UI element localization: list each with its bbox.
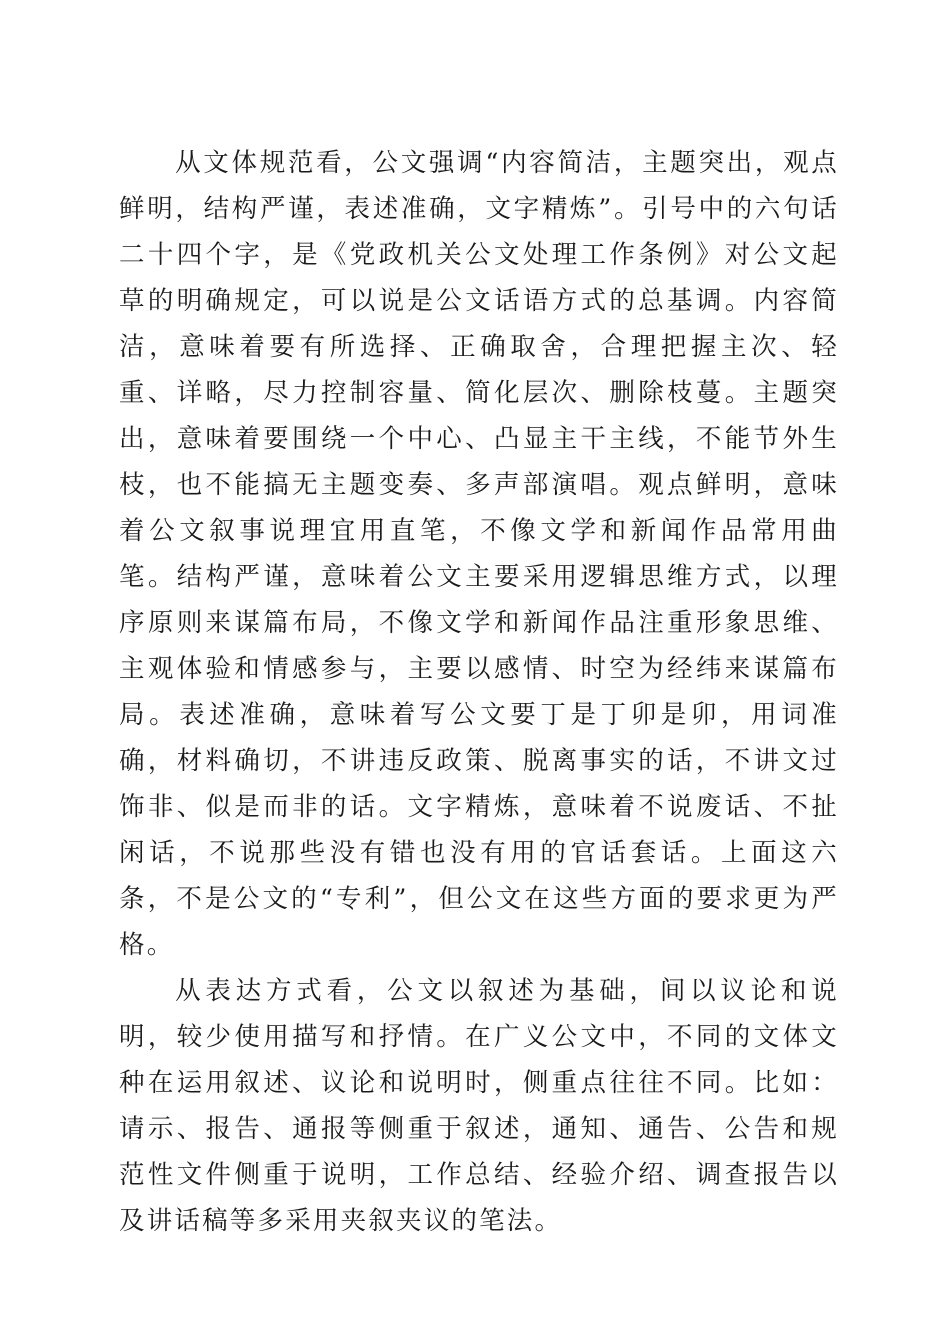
document-body bbox=[119, 140, 839, 1244]
paragraph-style-norms: 从文体规范看，公文强调“内容简洁，主题突出，观点鲜明，结构严谨，表述准确，文字精炼”。引号中的六句话二十四个字，是《党政机关公文处理工作条例》对公文起草的明确规定，可以说是公文话语方式的总基调。内容简洁，意味着要有所选择、正确取舍，合理把握主次、轻重、详略，尽力控制容量、简化层次、删除枝蔓。主题突出，意味着要围绕一个中心、凸显主干主线，不能节外生枝，也不能搞无主题变奏、多声部演唱。观点鲜明，意味着公文叙事说理宜用直笔，不像文学和新闻作品常用曲笔。结构严谨，意味着公文主要采用逻辑思维方式，以理序原则来谋篇布局，不像文学和新闻作品注重形象思维、主观体验和情感参与，主要以感情、时空为经纬来谋篇布局。表述准确，意味着写公文要丁是丁卯是卯，用词准确，材料确切，不讲违反政策、脱离事实的话，不讲文过饰非、似是而非的话。文字精炼，意味着不说废话、不扯闲话，不说那些没有错也没有用的官话套话。上面这六条，不是公文的“专利”，但公文在这些方面的要求更为严格。 bbox=[119, 148, 839, 960]
paragraph-expression-modes: 从表达方式看，公文以叙述为基础，间以议论和说明，较少使用描写和抒情。在广义公文中，不同的文体文种在运用叙述、议论和说明时，侧重点往往不同。比如：请示、报告、通报等侧重于叙述，通知、通告、公告和规范性文件侧重于说明，工作总结、经验介绍、调查报告以及讲话稿等多采用夹叙夹议的笔法。 bbox=[119, 976, 839, 1236]
